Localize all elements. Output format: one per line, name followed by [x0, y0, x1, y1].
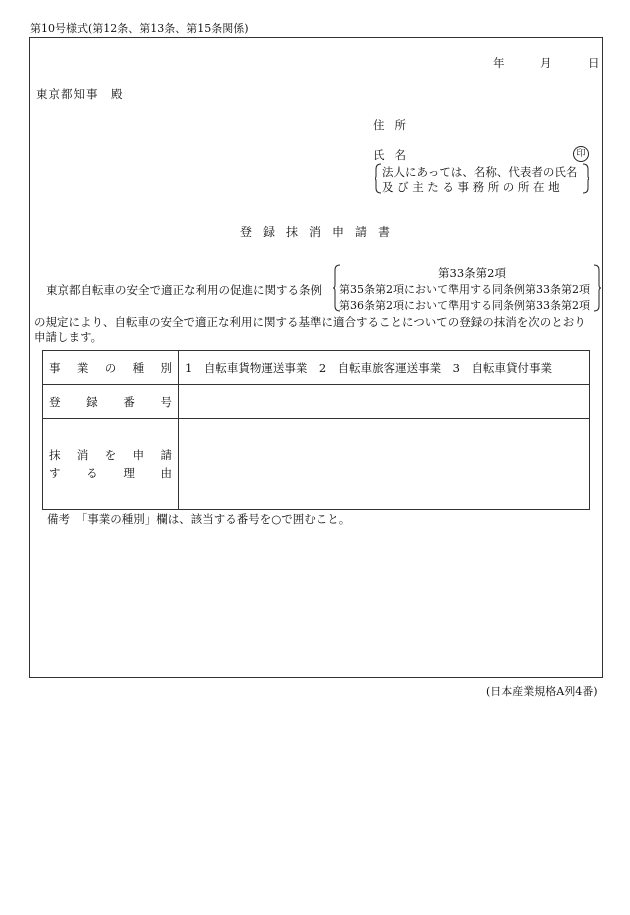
name-label: 氏名 [373, 148, 416, 162]
registration-number-field[interactable] [179, 385, 590, 419]
article-option-2: 第35条第2項において準用する同条例第33条第2項 [339, 283, 590, 296]
label-char: 種 [132, 360, 145, 375]
reason-field[interactable] [179, 419, 590, 510]
label-char: 由 [160, 466, 172, 480]
registration-table [42, 350, 590, 510]
business-type-value[interactable] [179, 351, 590, 385]
label-char: を [104, 448, 117, 462]
jis-paper-size: (日本産業規格A列4番) [486, 685, 598, 698]
reason-label [43, 419, 179, 510]
label-char: 別 [160, 360, 172, 375]
date-day-label: 日 [588, 56, 600, 70]
body-text-line1: の規定により、自転車の安全で適正な利用に関する基準に適合することについての登録の抹消を次のとおり [34, 315, 586, 329]
corporation-note-line2: 及び主たる事務所の所在地 [382, 180, 564, 194]
label-char: 登 [49, 394, 61, 409]
date-year-label: 年 [493, 56, 505, 70]
business-type-options: 1 自転車貨物運送事業 2 自転車旅客運送事業 3 自転車貸付事業 [185, 360, 552, 375]
ordinance-name: 東京都自転車の安全で適正な利用の促進に関する条例 [46, 283, 322, 297]
seal-mark: 印 [573, 146, 589, 162]
article-option-3: 第36条第2項において準用する同条例第33条第2項 [339, 299, 590, 312]
business-type-label [43, 351, 179, 385]
label-char: 消 [76, 448, 89, 462]
addressee: 東京都知事 殿 [36, 87, 124, 101]
label-char: 号 [160, 394, 172, 409]
article-option-1: 第33条第2項 [438, 266, 506, 280]
label-char: 番 [123, 394, 135, 409]
body-text-line2: 申請します。 [34, 330, 103, 344]
label-char: る [86, 466, 98, 480]
label-char: 理 [123, 466, 135, 480]
registration-number-label [43, 385, 179, 419]
label-char: 録 [86, 394, 98, 409]
form-caption: 第10号様式(第12条、第13条、第15条関係) [30, 22, 249, 35]
label-char: 抹 [49, 448, 61, 462]
address-label: 住所 [373, 118, 416, 132]
row-registration-number [43, 385, 590, 419]
label-char: 請 [160, 448, 172, 462]
remarks-note: 備考 「事業の種別」欄は、該当する番号を○で囲むこと。 [47, 512, 351, 526]
label-char: の [104, 360, 117, 375]
label-char: す [49, 466, 61, 480]
corporation-note-line1: 法人にあっては、名称、代表者の氏名 [382, 165, 578, 179]
row-business-type [43, 351, 590, 385]
row-reason [43, 419, 590, 510]
label-char: 申 [132, 448, 145, 462]
date-month-label: 月 [540, 56, 552, 70]
label-char: 業 [76, 360, 89, 375]
document-title: 登録抹消申請書 [240, 225, 402, 239]
label-char: 事 [49, 360, 61, 375]
